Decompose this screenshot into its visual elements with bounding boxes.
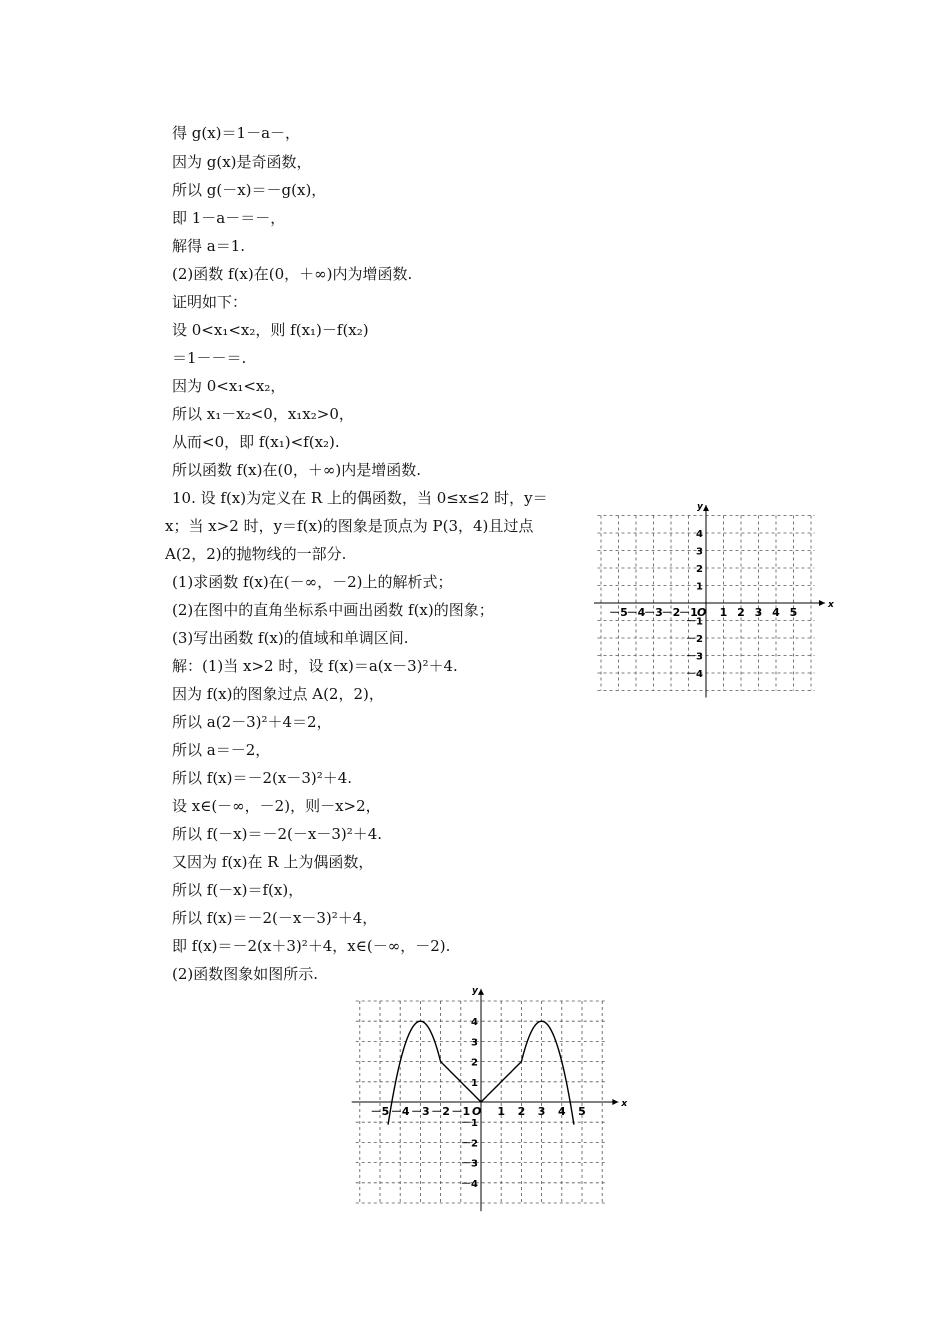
y-tick-label: 3 xyxy=(471,1037,478,1049)
y-tick-label: －3 xyxy=(461,1158,478,1170)
text-line: 所以 f(－x)＝－2(－x－3)²＋4. xyxy=(172,825,383,843)
text-line: 解：(1)当 x>2 时，设 f(x)＝a(x－3)²＋4. xyxy=(172,657,458,675)
origin-label: O xyxy=(697,606,707,619)
y-axis-arrow xyxy=(478,989,484,995)
text-line: 又因为 f(x)在 R 上为偶函数， xyxy=(172,853,374,871)
x-tick-label: 3 xyxy=(537,1105,546,1118)
y-tick-label: 1 xyxy=(471,1077,478,1089)
text-line: 因为 f(x)的图象过点 A(2，2)， xyxy=(172,685,384,703)
x-tick-label: 5 xyxy=(578,1105,586,1118)
y-tick-label: －4 xyxy=(461,1178,478,1190)
text-line: 所以 f(－x)＝f(x)， xyxy=(172,881,304,899)
y-tick-label: －4 xyxy=(686,669,703,680)
text-line: (2)函数 f(x)在(0，＋∞)内为增函数. xyxy=(172,265,413,283)
text-line: 所以 f(x)＝－2(－x－3)²＋4， xyxy=(172,909,378,927)
y-tick-label: 2 xyxy=(696,564,703,575)
x-tick-label: －1 xyxy=(679,606,698,619)
y-tick-label: －2 xyxy=(461,1138,478,1150)
y-tick-label: 4 xyxy=(696,529,703,540)
empty-coordinate-grid xyxy=(600,492,836,692)
text-line: (1)求函数 f(x)在(－∞，－2)上的解析式； xyxy=(172,573,453,591)
y-tick-label: －1 xyxy=(461,1118,478,1130)
text-line: 因为 0<x₁<x₂， xyxy=(172,377,286,395)
y-tick-label: 4 xyxy=(471,1017,478,1029)
text-line: 所以函数 f(x)在(0，＋∞)内是增函数. xyxy=(172,461,421,479)
origin-label: O xyxy=(472,1105,482,1118)
text-line: (2)函数图象如图所示. xyxy=(172,965,319,983)
x-tick-label: －4 xyxy=(626,606,646,619)
function-graph xyxy=(362,980,628,1206)
text-line: 所以 a＝－2， xyxy=(172,741,271,759)
x-tick-label: 5 xyxy=(789,606,798,619)
text-line: 即 f(x)＝－2(x＋3)²＋4，x∈(－∞，－2). xyxy=(172,937,451,955)
x-tick-label: 3 xyxy=(754,606,763,619)
y-axis-label: y xyxy=(697,502,703,512)
text-line: 所以 f(x)＝－2(x－3)²＋4. xyxy=(172,769,353,787)
x-tick-label: 2 xyxy=(737,606,745,619)
x-tick-label: －3 xyxy=(411,1105,430,1118)
x-tick-label: 1 xyxy=(497,1105,506,1118)
x-tick-label: －2 xyxy=(661,606,681,619)
text-line: 解得 a＝1. xyxy=(172,237,246,255)
text-line: 因为 g(x)是奇函数， xyxy=(172,153,312,171)
x-tick-label: －2 xyxy=(431,1105,450,1118)
x-axis-label: x xyxy=(828,600,834,610)
text-line: 得 g(x)＝1－a－， xyxy=(172,124,301,142)
y-tick-label: －2 xyxy=(686,634,703,645)
y-axis-arrow xyxy=(703,505,709,511)
x-axis-arrow xyxy=(819,600,825,606)
text-line: (3)写出函数 f(x)的值域和单调区间. xyxy=(172,629,409,647)
x-tick-label: 4 xyxy=(772,606,780,619)
text-line: (2)在图中的直角坐标系中画出函数 f(x)的图象； xyxy=(172,601,494,619)
text-line: 设 x∈(－∞，－2)，则－x>2， xyxy=(172,797,381,815)
text-line: 从而<0，即 f(x₁)<f(x₂). xyxy=(172,433,340,451)
x-tick-label: －3 xyxy=(644,606,663,619)
x-tick-label: 1 xyxy=(719,606,728,619)
x-tick-label: －1 xyxy=(451,1105,471,1118)
y-tick-label: －3 xyxy=(686,651,703,663)
text-line: 所以 x₁－x₂<0，x₁x₂>0， xyxy=(172,405,354,423)
x-axis-arrow xyxy=(612,1099,618,1105)
x-tick-label: －5 xyxy=(370,1105,390,1118)
text-line: ＝1－－＝. xyxy=(172,349,247,367)
text-line: 设 0<x₁<x₂，则 f(x₁)－f(x₂) xyxy=(172,321,369,339)
y-tick-label: 1 xyxy=(696,581,703,593)
text-line: 所以 g(－x)＝－g(x)， xyxy=(172,181,327,199)
x-axis-label: x xyxy=(621,1099,628,1109)
problem-statement: 10. 设 f(x)为定义在 R 上的偶函数，当 0≤x≤2 时，y＝ xyxy=(172,489,548,507)
x-tick-label: 2 xyxy=(517,1105,526,1118)
problem-statement: A(2，2)的抛物线的一部分. xyxy=(165,545,347,563)
x-tick-label: 4 xyxy=(557,1105,566,1118)
text-line: 所以 a(2－3)²＋4＝2， xyxy=(172,713,332,731)
problem-statement: x；当 x>2 时，y＝f(x)的图象是顶点为 P(3，4)且过点 xyxy=(165,517,534,535)
y-tick-label: 2 xyxy=(471,1057,478,1069)
x-tick-label: －5 xyxy=(609,606,628,619)
y-axis-label: y xyxy=(472,985,478,996)
x-tick-label: －4 xyxy=(390,1105,410,1118)
y-tick-label: －1 xyxy=(686,616,703,628)
text-line: 证明如下： xyxy=(172,293,248,311)
text-line: 即 1－a－＝－， xyxy=(172,209,286,227)
y-tick-label: 3 xyxy=(696,546,703,558)
